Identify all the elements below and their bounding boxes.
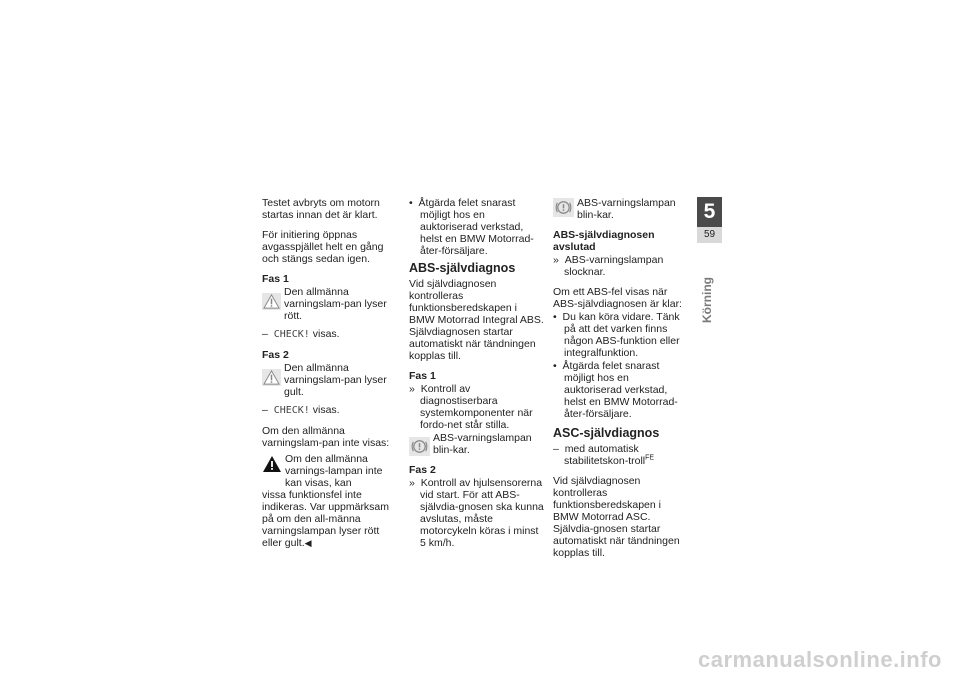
fas1-lamp-text: Den allmänna varningslam-pan lyser rött. [284, 286, 387, 322]
step-text: Kontroll av diagnostiserbara systemkomponenter när fordo-net står stilla. [420, 383, 533, 431]
step-fas2 [409, 477, 544, 549]
paragraph-asc-intro: Vid självdiagnosen kontrolleras funktionsberedskapen i BMW Motorrad ASC. Självdia-gnosen startar automatiskt när tändningen kopplas till. [553, 475, 680, 559]
bullet-marker: • [409, 197, 413, 209]
dash-marker: – [553, 443, 559, 455]
bullet-continue-driving [553, 311, 688, 359]
abs-blink-text: ABS-varningslampan blin-kar. [577, 197, 676, 221]
heading-fas-2: Fas 2 [409, 464, 436, 476]
abs-lamp-text: ABS-varningslampan blin-kar. [433, 432, 532, 456]
paragraph-initiering: För initiering öppnas avgasspjället helt en gång och stängs sedan igen. [262, 229, 384, 265]
bullet-fix-error [553, 360, 688, 420]
chapter-number: 5 [697, 197, 722, 227]
warning-body-text: vissa funktionsfel inte indikeras. Var uppmärksam på om den all-männa varningslampan lyser rött eller gult. [262, 489, 390, 549]
chapter-tab [697, 197, 722, 243]
warning-head-text: Om den allmänna varnings-lampan inte kan visas, kan [285, 453, 383, 489]
abs-blink-line [553, 197, 688, 221]
asc-option-line [553, 443, 688, 467]
column-left [262, 197, 394, 557]
heading-fas-2: Fas 2 [262, 349, 289, 361]
chapter-title: Körning [700, 277, 714, 323]
abs-lamp-line [409, 432, 544, 456]
end-marker-icon: ◀ [304, 538, 312, 548]
paragraph-abs-intro: Vid självdiagnosen kontrolleras funktionsberedskapen i BMW Motorrad Integral ABS. Självdiagnosen startar automatiskt när tändningen kopplas till. [409, 278, 544, 362]
abs-warning-lamp-icon [409, 437, 430, 456]
abs-warning-lamp-icon [553, 198, 574, 217]
warning-head [262, 453, 394, 489]
arrow-marker: » [409, 383, 415, 395]
column-middle [409, 197, 544, 553]
warning-triangle-light-icon [262, 369, 281, 386]
bullet-marker: • [553, 311, 557, 323]
bullet-text: Åtgärda felet snarast möjligt hos en auktoriserad verkstad, helst en BMW Motorrad-åter-försäljare. [562, 360, 678, 420]
check-display-text: CHECK! [273, 405, 310, 416]
step-abs-off [553, 254, 688, 278]
arrow-marker: » [553, 254, 559, 266]
visas-text: visas. [312, 328, 340, 340]
heading-asc-self-diagnosis: ASC-självdiagnos [553, 426, 660, 440]
asc-option-text: med automatisk stabilitetskon-troll [564, 443, 646, 467]
bullet-marker: • [553, 360, 557, 372]
arrow-marker: » [409, 477, 415, 489]
warning-triangle-light-icon [262, 293, 281, 310]
step-fas1 [409, 383, 544, 431]
check-display-text: CHECK! [273, 329, 310, 340]
paragraph-not-shown: Om den allmänna varningslam-pan inte visas: [262, 425, 390, 449]
step-text: Kontroll av hjulsensorerna vid start. För att ABS-självdia-gnosen ska kunna avslutas, måste motorcykeln köras i minst 5 km/h. [420, 477, 544, 549]
bullet-fix-error [409, 197, 544, 257]
dash-marker: – [262, 404, 268, 416]
step-text: ABS-varningslampan slocknar. [564, 254, 664, 278]
watermark-text: carmanualsonline.info [698, 647, 942, 672]
fas2-lamp-text: Den allmänna varningslam-pan lyser gult. [284, 362, 387, 398]
warning-block [262, 453, 394, 549]
paragraph-abs-error: Om ett ABS-fel visas när ABS-självdiagnosen är klar: [553, 286, 682, 310]
dash-marker: – [262, 328, 268, 340]
heading-abs-done: ABS-självdiagnosen avslutad [553, 229, 655, 253]
bullet-text: Du kan köra vidare. Tänk på att det varken finns någon ABS-funktion eller integralfunktion. [562, 311, 680, 359]
column-right [553, 197, 688, 567]
fas1-check-line [262, 328, 394, 341]
heading-abs-self-diagnosis: ABS-självdiagnos [409, 261, 516, 275]
fas1-lamp-line [262, 286, 394, 322]
page-number: 59 [703, 229, 716, 240]
visas-text: visas. [312, 404, 340, 416]
paragraph-test-abort: Testet avbryts om motorn startas innan det är klart. [262, 197, 380, 221]
fas2-lamp-line [262, 362, 394, 398]
fas2-check-line [262, 404, 394, 417]
heading-fas-1: Fas 1 [262, 273, 289, 285]
warning-triangle-icon [262, 455, 282, 473]
bullet-text: Åtgärda felet snarast möjligt hos en auktoriserad verkstad, helst en BMW Motorrad-åter-försäljare. [418, 197, 534, 257]
asc-option-superscript: FE [645, 454, 655, 462]
heading-fas-1: Fas 1 [409, 370, 436, 382]
